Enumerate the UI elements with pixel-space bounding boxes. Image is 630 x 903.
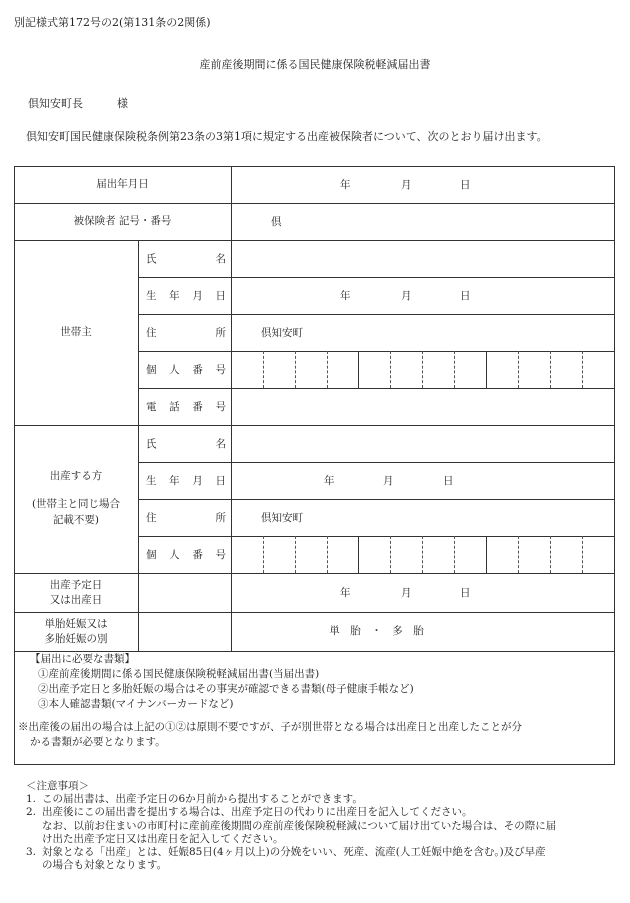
mother-name-label: 氏 名	[146, 438, 226, 450]
mother-address-label: 住 所	[146, 512, 226, 524]
insured-number-field[interactable]	[231, 203, 615, 240]
required-document-item: ①産前産後期間に係る国民健康保険税軽減届出書(当届出書)	[38, 668, 320, 680]
postbirth-note: ※出産後の届出の場合は上記の①②は原則不要ですが、子が別世帯となる場合は出産日と出産したことが分	[18, 721, 522, 733]
addressee	[28, 95, 128, 111]
caution-heading: ＜注意事項＞	[26, 780, 89, 792]
required-documents-heading: 【届出に必要な書類】	[30, 653, 135, 665]
pregnancy-type-options[interactable]: 単 胎 ・ 多 胎	[329, 624, 424, 637]
insured-prefix: 倶	[271, 216, 282, 228]
head-mynumber-label: 個 人 番 号	[146, 364, 226, 376]
mother-mynumber-label: 個 人 番 号	[146, 549, 226, 561]
caution-item-3: 3. 対象となる「出産」とは、妊娠85日(4ヶ月以上)の分娩をいい、死産、流産(人工妊娠中絶を含む。)及び早産	[26, 846, 546, 859]
head-name-field[interactable]	[231, 240, 615, 277]
mother-birth-label: 生 年 月 日	[146, 475, 226, 487]
required-document-item: ②出産予定日と多胎妊娠の場合はその事実が確認できる書類(母子健康手帳など)	[38, 683, 414, 695]
pregnancy-type-label: 単胎妊娠又は 多胎妊娠の別	[44, 618, 108, 645]
document-title: 産前産後期間に係る国民健康保険税軽減届出書	[199, 58, 431, 71]
head-phone-field[interactable]	[231, 388, 615, 425]
insured-number-label: 被保険者 記号・番号	[73, 214, 172, 227]
caution-item-2: 2. 出産後にこの届出書を提出する場合は、出産予定日の代わりに出産日を記入してください。	[26, 806, 473, 819]
caution-item-1: 1. この届出書は、出産予定日の6か月前から提出することができます。	[26, 793, 363, 806]
head-birth-field[interactable]: 年 月 日	[340, 290, 471, 302]
head-name-label: 氏 名	[146, 253, 226, 265]
filing-date-label: 届出年月日	[96, 177, 149, 190]
head-phone-label: 電 話 番 号	[146, 401, 226, 413]
mother-birth-field[interactable]: 年 月 日	[324, 475, 454, 487]
addressee-honorific: 様	[117, 97, 128, 110]
addressee-name: 倶知安町長	[28, 97, 83, 110]
mother-label: 出産する方 (世帯主と同じ場合 記載不要)	[31, 470, 121, 526]
head-mynumber-field[interactable]	[231, 351, 615, 388]
due-date-label: 出産予定日 又は出産日	[49, 579, 103, 606]
form-number: 別記様式第172号の2(第131条の2関係)	[14, 16, 211, 29]
required-documents	[18, 652, 522, 750]
mother-name-field[interactable]	[231, 425, 615, 462]
postbirth-note-cont: かる書類が必要となります。	[30, 736, 166, 748]
required-document-item: ③本人確認書類(マイナンバーカードなど)	[38, 698, 234, 710]
mother-mynumber-field[interactable]	[231, 536, 615, 573]
head-address-label: 住 所	[146, 327, 226, 339]
caution-notes: ＜注意事項＞ 1. この届出書は、出産予定日の6か月前から提出することができます。 2. 出産後にこの届出書を提出する場合は、出産予定日の代わりに出産日を記入してください。 なお、以前お住まいの市町村に産前産後期間の産前産後保険税軽減について届け出ていた場合は、その際に届 け出た出産予定日又は出産日を記入してください。 3. 対象となる「出産」とは、妊娠85日(4ヶ月以上)の分娩をいい、死産、流産(人工妊娠中絶を含む。)及び早産 の場合も対象となります。	[26, 780, 557, 872]
due-date-field[interactable]: 年 月 日	[340, 587, 471, 599]
mother-address-field[interactable]: 倶知安町	[261, 512, 303, 524]
intro-text: 倶知安町国民健康保険税条例第23条の3第1項に規定する出産被保険者について、次のとおり届け出ます。	[26, 130, 548, 143]
head-address-field[interactable]: 倶知安町	[261, 327, 303, 339]
head-birth-label: 生 年 月 日	[146, 290, 226, 302]
filing-date-field[interactable]: 年 月 日	[340, 179, 471, 191]
household-head-label: 世帯主	[60, 325, 92, 338]
